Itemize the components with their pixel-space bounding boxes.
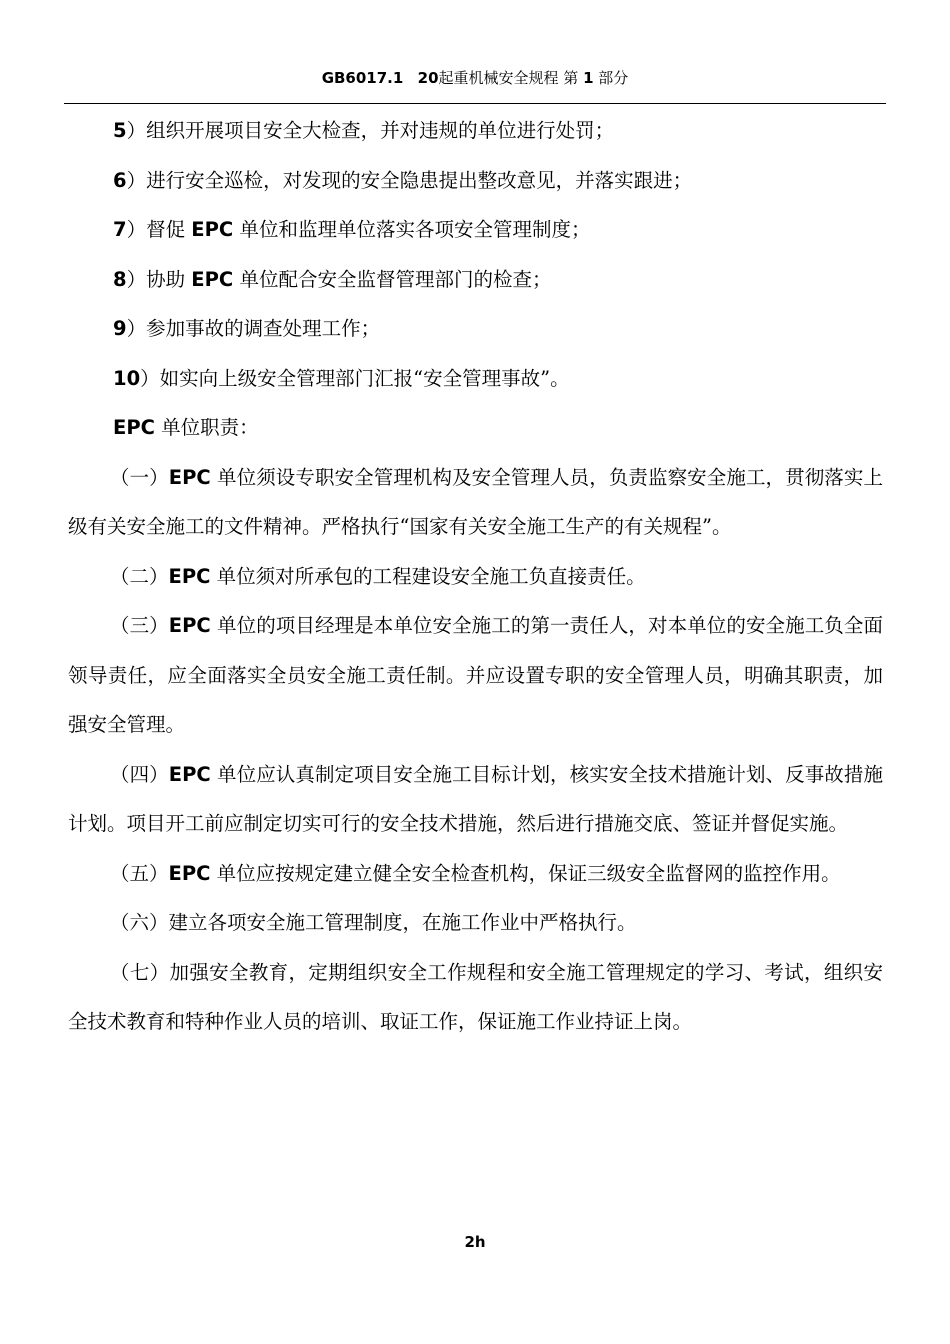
standard-code: GB6017.1: [321, 69, 404, 87]
item-text: ）进行安全巡检，对发现的安全隐患提出整改意见，并落实跟进；: [126, 168, 693, 192]
part-number: 1: [583, 69, 594, 87]
duty-text: 单位应认真制定项目安全施工目标计划，核实安全技术措施计划、反事故措施计划。项目开工前应制定切实可行的安全技术措施，然后进行措施交底、签证并督促实施。: [68, 762, 883, 835]
year-fragment: 20: [417, 69, 439, 87]
duty-text: 单位须对所承包的工程建设安全施工负直接责任。: [216, 564, 646, 588]
list-item-9: [68, 304, 883, 354]
header-divider: [64, 103, 886, 104]
epc-term: EPC: [168, 614, 211, 637]
duty-text: 单位须设专职安全管理机构及安全管理人员，负责监察安全施工，贯彻落实上级有关安全施工的文件精神。严格执行“国家有关安全施工生产的有关规程”。: [68, 465, 883, 538]
duty-paragraph-5: [68, 849, 883, 899]
item-number: 6: [113, 168, 127, 192]
duty-paragraph-1: [68, 453, 883, 552]
item-text: ）参加事故的调查处理工作；: [126, 317, 381, 340]
item-number: 7: [113, 218, 127, 241]
item-number: 8: [113, 267, 127, 291]
duty-text: 建立各项安全施工管理制度，在施工作业中严格执行。: [168, 911, 637, 934]
item-text: ）如实向上级安全管理部门汇报“安全管理事故”。: [140, 366, 570, 390]
duty-text: 单位的项目经理是本单位安全施工的第一责任人，对本单位的安全施工负全面领导责任，应全面落实全员安全施工责任制。并应设置专职的安全管理人员，明确其职责，加强安全管理。: [68, 614, 883, 736]
item-text: ）督促: [126, 218, 186, 241]
list-item-10: [68, 354, 883, 404]
duty-label: （七）: [110, 960, 170, 984]
duty-paragraph-3: [68, 601, 883, 750]
list-item-6: [68, 156, 883, 206]
duty-label: （五）: [110, 861, 169, 885]
duty-paragraph-4: [68, 750, 883, 849]
duty-label: （一）: [110, 465, 169, 489]
duty-text: 加强安全教育，定期组织安全工作规程和安全施工管理规定的学习、考试，组织安全技术教育和特种作业人员的培训、取证工作，保证施工作业持证上岗。: [68, 960, 883, 1033]
document-body: [68, 106, 883, 1047]
item-number: 10: [113, 366, 141, 390]
duty-label: （三）: [110, 614, 169, 637]
duty-paragraph-7: [68, 948, 883, 1047]
epc-term: EPC: [113, 416, 155, 439]
item-text: ）组织开展项目安全大检查，并对违规的单位进行处罚；: [126, 119, 615, 142]
epc-term: EPC: [168, 564, 211, 588]
duty-paragraph-2: [68, 552, 883, 602]
epc-term: EPC: [191, 218, 234, 241]
duty-label: （六）: [110, 911, 169, 934]
item-number: 9: [113, 317, 127, 340]
item-text: 单位配合安全监督管理部门的检查；: [239, 267, 552, 291]
duty-label: （四）: [110, 762, 169, 786]
page-number: 2h: [464, 1233, 486, 1251]
duty-paragraph-6: [68, 898, 883, 948]
epc-term: EPC: [168, 762, 211, 786]
section-heading: [68, 403, 883, 453]
epc-term: EPC: [191, 267, 234, 291]
epc-term: EPC: [168, 861, 211, 885]
page-header: [0, 68, 950, 88]
item-text: ）协助: [126, 267, 186, 291]
item-number: 5: [113, 119, 127, 142]
duty-text: 单位应按规定建立健全安全检查机构，保证三级安全监督网的监控作用。: [216, 861, 841, 885]
heading-text: 单位职责：: [161, 416, 259, 439]
list-item-8: [68, 255, 883, 305]
header-title: 起重机械安全规程 第: [438, 69, 579, 87]
list-item-7: [68, 205, 883, 255]
part-suffix: 部分: [598, 69, 629, 87]
list-item-5: [68, 106, 883, 156]
epc-term: EPC: [168, 465, 211, 489]
duty-label: （二）: [110, 564, 169, 588]
item-text: 单位和监理单位落实各项安全管理制度；: [239, 218, 591, 241]
